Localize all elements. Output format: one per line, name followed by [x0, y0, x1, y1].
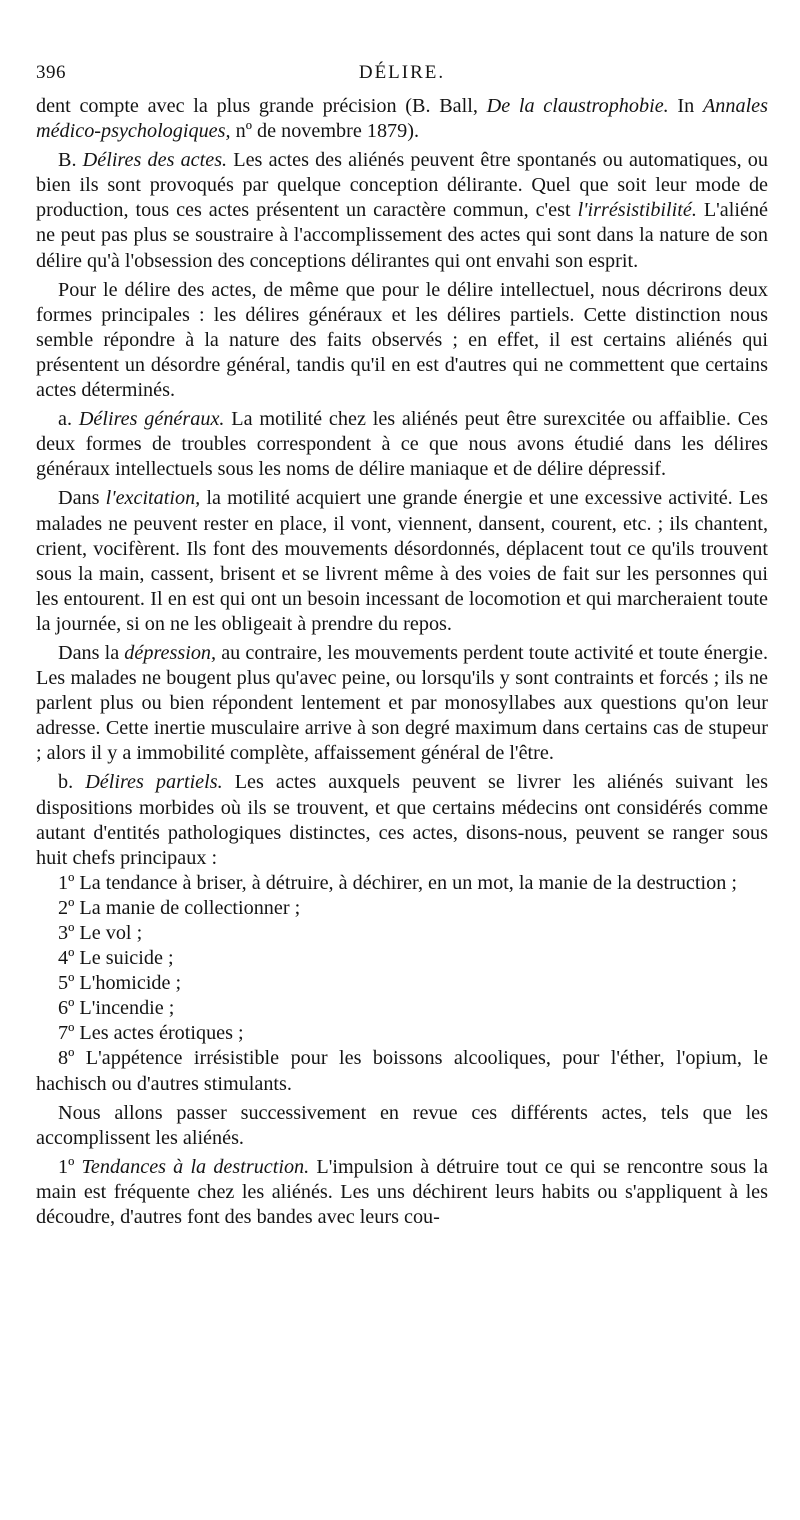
text-run: dent compte avec la plus grande précision (B. Ball, [36, 95, 487, 117]
italic-term: l'irrésistibilité. [577, 199, 697, 222]
list-item: 3º Le vol ; [58, 922, 143, 944]
text-run: L'aliéné ne peut pas plus se soustraire à l'accomplissement des actes qui sont dans la nature de son délire qu'à l'obsession des conceptions délirantes qui ont envahi son esprit. [36, 199, 768, 272]
paragraph-delires-generaux [36, 407, 768, 482]
list-item: 8º L'appétence irrésistible pour les boissons alcooliques, pour l'éther, l'opium, le hachisch ou d'autres stimulants. [36, 1047, 768, 1095]
section-heading: Délires partiels. [85, 771, 223, 794]
text-run: nº de novembre 1879). [230, 120, 420, 143]
text-run: a. [58, 408, 79, 431]
text-run: Dans [58, 487, 106, 510]
paragraph-excitation [36, 486, 768, 637]
text-run: Nous allons passer successivement en revue ces différents actes, tels que les accomplissent les aliénés. [36, 1101, 768, 1149]
text-run: Les actes auxquels peuvent se livrer les aliénés suivant les dispositions morbides où ils se trouvent, et que certains médecins ont considérés comme autant d'entités pathologiques distinctes, ces actes, disons-nous, peuvent se ranger sous huit chefs principaux : [36, 771, 769, 869]
list-item: 1º La tendance à briser, à détruire, à déchirer, en un mot, la manie de la destruction ; [58, 871, 737, 894]
running-title: DÉLIRE. [358, 62, 446, 83]
text-run: L'impulsion à détruire tout ce qui se rencontre sous la main est fréquente chez les aliénés. Les uns déchirent leurs habits ou s'appliquent à les découdre, d'autres font des bandes avec leurs cou- [36, 1155, 768, 1229]
text-run: Les actes des aliénés peuvent être spontanés ou automatiques, ou bien ils sont provoqués par quelque conception délirante. Quel que soit leur mode de production, tous ces actes présentent un caractère commun, c'est [36, 149, 768, 222]
list-item: 7º Les actes érotiques ; [58, 1022, 244, 1045]
text-run: B. [58, 149, 83, 172]
section-heading: Délires généraux. [78, 408, 225, 431]
text-run: In [668, 95, 703, 117]
text-run: la motilité acquiert une grande énergie et une excessive activité. Les malades ne peuvent rester en place, il vont, viennent, dansent, courent, etc. ; ils chantent, crient, vocifèrent. Ils font des mouvements désordonnés, déplacent tout ce qu'ils trouvent sous la main, cassent, brisent et se livrent même à des voies de fait sur les personnes qui les entourent. Il en est qui ont un besoin incessant de locomotion et qui marcheraient toute la journée, si on ne les obligeait à prendre du repos. [36, 487, 768, 635]
paragraph-tendances-destruction [36, 1155, 768, 1230]
paragraph-depression [36, 641, 768, 766]
section-heading: Tendances à la destruction. [81, 1155, 310, 1178]
paragraph-delires-partiels [36, 770, 768, 870]
list-item: 4º Le suicide ; [58, 947, 174, 970]
paragraph-revue [36, 1101, 768, 1151]
page-header [36, 62, 768, 88]
page-number: 396 [36, 62, 66, 83]
italic-title: Annales médico-psychologiques, [36, 95, 768, 143]
text-run: Pour le délire des actes, de même que pour le délire intellectuel, nous décrirons deux formes principales : les délires généraux et les délires partiels. Cette distinction nous semble répondre à la nature des faits observés ; en effet, il est certains aliénés qui présentent un désordre général, tandis qu'il en est d'autres qui ne commettent que certains actes déterminés. [36, 278, 768, 402]
body-text [36, 94, 768, 1230]
italic-title: De la claustrophobie. [486, 95, 669, 117]
text-run: au contraire, les mouvements perdent toute activité et toute énergie. Les malades ne bougent plus qu'avec peine, ou lorsqu'ils y sont contraints et forcés ; ils ne parlent plus ou bien répondent lentement et par monosyllabes aux questions qu'on leur adresse. Cette inertie musculaire arrive à son degré maximum dans certains cas de stupeur ; alors il y a immobilité complète, affaissement général de l'être. [36, 641, 768, 765]
text-run: Dans la [58, 641, 125, 664]
paragraph-formes-principales [36, 278, 768, 403]
italic-term: l'excitation, [105, 487, 201, 510]
list-item: 2º La manie de collectionner ; [58, 896, 301, 919]
section-heading: Délires des actes. [82, 149, 228, 172]
list-item: 6º L'incendie ; [58, 997, 175, 1020]
paragraph-continuation [36, 94, 768, 144]
italic-term: dépression, [124, 641, 217, 664]
list-item: 5º L'homicide ; [58, 972, 182, 995]
paragraph-delires-des-actes [36, 148, 768, 273]
text-run: b. [58, 771, 86, 794]
text-run: La motilité chez les aliénés peut être surexcitée ou affaiblie. Ces deux formes de troubles correspondent à ce que nous avons étudié dans les délires généraux intellectuels sous les noms de délire maniaque et de délire dépressif. [36, 408, 768, 481]
text-run: 1º [58, 1155, 82, 1178]
